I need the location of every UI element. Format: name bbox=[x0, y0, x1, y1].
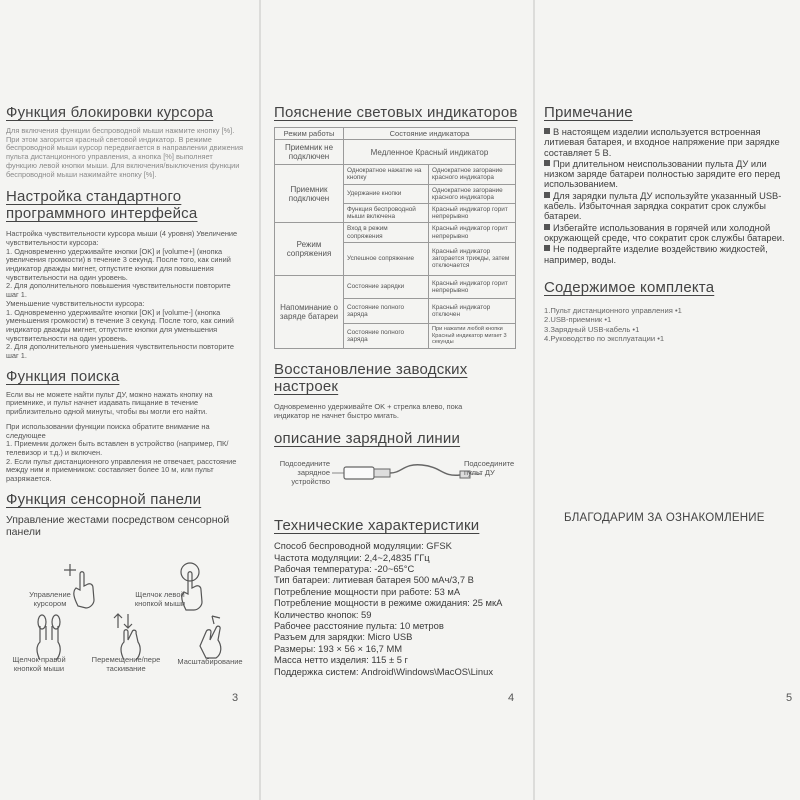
table-cell: Красный индикатор загорается трижды, затем отключается bbox=[429, 242, 516, 275]
table-header-mode: Режим работы bbox=[275, 128, 344, 140]
heading-indicators: Пояснение световых индикаторов bbox=[274, 104, 518, 121]
notes-list bbox=[544, 127, 786, 265]
table-cell: Вход в режим сопряжения bbox=[344, 223, 429, 242]
page-number: 4 bbox=[508, 692, 515, 704]
ui-text-0: Настройка чувствительности курсора мыши (4 уровня) Увеличение чувствительности курсора: bbox=[6, 229, 238, 247]
touchpad-subtitle: Управление жестами посредством сенсорной панели bbox=[6, 513, 230, 538]
spec-item: Тип батареи: литиевая батарея 500 мАч/3,7 В bbox=[274, 574, 474, 586]
table-cell: Красный индикатор горит непрерывно bbox=[429, 204, 516, 223]
heading-kit-contents: Содержимое комплекта bbox=[544, 278, 715, 296]
spec-item: Рабочее расстояние пульта: 10 метров bbox=[274, 620, 444, 632]
table-cell: Красный индикатор отключен bbox=[429, 298, 516, 323]
table-cell: Функция беспроводной мыши включена bbox=[344, 204, 429, 223]
heading-interface-setup: Настройка стандартного программного интерфейса bbox=[6, 188, 198, 223]
kit-contents-list bbox=[544, 306, 786, 344]
gesture-label-zoom: Масштабирование bbox=[177, 657, 243, 666]
spec-item: Поддержка систем: Android\Windows\MacOS\Linux bbox=[274, 665, 494, 677]
hand-zoom-icon bbox=[192, 612, 240, 662]
note-item: Для зарядки пульта ДУ используйте указанный USB-кабель. Избыточная зарядка сократит срок службы батареи. bbox=[544, 190, 782, 222]
table-cell: Медленное Красный индикатор bbox=[344, 140, 516, 165]
heading-note: Примечание bbox=[544, 104, 633, 121]
ui-text-2: 2. Для дополнительного повышения чувствительности повторите шаг 1. bbox=[6, 281, 231, 300]
search-text-2a: При использовании функции поиска обратите внимание на следующее bbox=[6, 421, 210, 440]
page-4 bbox=[262, 0, 532, 800]
table-cell: Состояние зарядки bbox=[344, 275, 429, 298]
indicator-table bbox=[274, 127, 516, 349]
table-header-state: Состояние индикатора bbox=[344, 128, 516, 140]
search-text-2b: 1. Приемник должен быть вставлен в устройство (например, ПК/телевизор и т.д.) и включен. bbox=[6, 439, 229, 457]
ui-text-4: 1. Одновременно удерживайте кнопки [OK] и [volume-] (кнопка уменьшения громкости) в течение 3 секунд. После того, как синий индикатор дважды мигнет, отпустите кнопки для уменьшения чувствительности на один уровень. bbox=[6, 307, 234, 343]
search-text-2c: 2. Если пульт дистанционного управления не отвечает, расстояние между ним и приемником: составляет более 10 м, или пульт разряжается. bbox=[6, 456, 237, 484]
kit-item: 2.USB-приемник •1 bbox=[544, 315, 612, 325]
ui-text-1: 1. Одновременно удерживайте кнопки [OK] и [volume+] (кнопка увеличения громкости) в течение 3 секунд. После того, как синий индикатор дважды мигнет, отпустите кнопки для повышения чувствительности на один уровень. bbox=[6, 246, 231, 282]
note-item: В настоящем изделии используется встроенная литиевая батарея, и входное напряжение при зарядке составляет 5 В. bbox=[544, 127, 780, 158]
table-cell: Удержание кнопки bbox=[344, 184, 429, 203]
spec-item: Размеры: 193 × 56 × 16,7 ММ bbox=[274, 642, 403, 654]
heading-search: Функция поиска bbox=[6, 367, 120, 385]
kit-item: 1.Пульт дистанционного управления •1 bbox=[544, 305, 682, 315]
cursor-lock-text: Для включения функции беспроводной мыши нажмите кнопку [%]. При этом загорится красный световой индикатор. В режиме беспроводной мыши курсор передвигается в направлении движения пульта дистанционного управления, а кнопка [%] выполняет функцию левой кнопки мыши. Для включения/выключения функции беспроводной мыши нажимайте кнопку [%]. bbox=[6, 126, 243, 179]
gesture-label-right-click: Щелчок правой кнопкой мыши bbox=[12, 655, 66, 673]
table-cell: Состояние полного заряда bbox=[344, 298, 429, 323]
spec-item: Разъем для зарядки: Micro USB bbox=[274, 631, 413, 643]
heading-touchpad: Функция сенсорной панели bbox=[6, 490, 202, 508]
note-item: При длительном неиспользовании пульта ДУ или низком заряде батареи полностью зарядите его перед использованием. bbox=[544, 158, 781, 190]
table-group-cell: Напоминание о заряде батареи bbox=[275, 275, 344, 348]
heading-cursor-lock: Функция блокировки курсора bbox=[6, 104, 214, 121]
page-fold bbox=[259, 0, 261, 800]
usb-cable-icon bbox=[332, 457, 482, 487]
cable-diagram bbox=[274, 453, 524, 501]
spec-item: Рабочая температура: -20~65°C bbox=[274, 563, 415, 575]
page-fold bbox=[533, 0, 535, 800]
table-group-cell: Приемник подключен bbox=[275, 165, 344, 223]
thanks-text: БЛАГОДАРИМ ЗА ОЗНАКОМЛЕНИЕ bbox=[564, 512, 765, 524]
table-cell: Красный индикатор горит непрерывно bbox=[429, 275, 516, 298]
ui-text-3: Уменьшение чувствительности курсора: bbox=[6, 298, 145, 308]
spec-item: Способ беспроводной модуляции: GFSK bbox=[274, 540, 452, 552]
heading-factory-reset: Восстановление заводских настроек bbox=[274, 360, 468, 395]
kit-item: 4.Руководство по эксплуатации •1 bbox=[544, 334, 665, 344]
table-cell: Однократное загорание красного индикатора bbox=[429, 165, 516, 184]
spec-item: Частота модуляции: 2,4~2,4835 ГГц bbox=[274, 551, 430, 563]
spec-item: Количество кнопок: 59 bbox=[274, 608, 372, 620]
heading-cable: описание зарядной линии bbox=[274, 430, 461, 448]
tech-specs-list bbox=[274, 540, 524, 677]
ui-text-5: 2. Для дополнительного уменьшения чувствительности повторите шаг 1. bbox=[6, 342, 234, 361]
reset-text: Одновременно удерживайте OK + стрелка влево, пока индикатор не начнет быстро мигать. bbox=[274, 401, 463, 420]
table-cell: Успешное сопряжение bbox=[344, 242, 429, 275]
spec-item: Потребление мощности в режиме ожидания: 25 мкА bbox=[274, 597, 503, 609]
page-number: 3 bbox=[232, 692, 239, 704]
note-item: Не подвергайте изделие воздействию жидкостей, например, воды. bbox=[544, 244, 768, 265]
kit-item: 3.Зарядный USB-кабель •1 bbox=[544, 324, 640, 334]
page-5 bbox=[536, 0, 800, 800]
table-cell: Красный индикатор горит непрерывно bbox=[429, 223, 516, 242]
cable-label-charger: Подсоедините зарядное устройство bbox=[279, 459, 330, 487]
table-cell: Состояние полного заряда bbox=[344, 323, 429, 348]
heading-tech-specs: Технические характеристики bbox=[274, 517, 480, 535]
spec-item: Потребление мощности при работе: 53 мА bbox=[274, 585, 461, 597]
table-cell: Однократное нажатие на кнопку bbox=[344, 165, 429, 184]
search-text-1: Если вы не можете найти пульт ДУ, можно нажать кнопку на приемнике, и пульт начнет издавать пищание в течение приблизительно одной минуты, чтобы вы могли его найти. bbox=[6, 389, 213, 417]
table-cell: При нажатии любой кнопки Красный индикатор мигает 3 секунды bbox=[429, 323, 516, 348]
cable-label-remote: Подсоедините пульт ДУ bbox=[464, 459, 515, 478]
gesture-label-left-click: Щелчок левой кнопкой мыши bbox=[134, 590, 186, 608]
table-cell: Приемник не подключен bbox=[275, 140, 344, 165]
gesture-label-drag: Перемещение/пере таскивание bbox=[91, 655, 161, 673]
page-number: 5 bbox=[786, 692, 793, 704]
note-item: Избегайте использования в горячей или холодной окружающей среде, что сократит срок службы батареи. bbox=[544, 222, 785, 243]
spec-item: Масса нетто изделия: 115 ± 5 г bbox=[274, 654, 408, 666]
table-cell: Однократное загорание красного индикатора bbox=[429, 184, 516, 203]
page-3 bbox=[0, 0, 258, 800]
gesture-label-cursor: Управление курсором bbox=[29, 590, 71, 608]
table-group-cell: Режим сопряжения bbox=[275, 223, 344, 275]
